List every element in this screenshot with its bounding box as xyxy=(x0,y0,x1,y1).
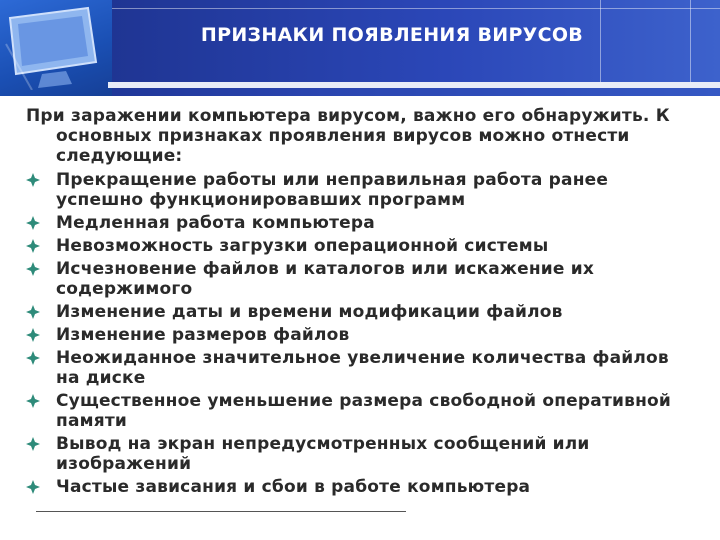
list-item-text: успешно функционировавших программ xyxy=(56,190,466,210)
list-item-text: Существенное уменьшение размера свободной оперативной xyxy=(56,391,672,411)
list-item-text: Изменение размеров файлов xyxy=(56,325,350,345)
list-item xyxy=(26,302,720,322)
checkmark-diamond-icon xyxy=(26,305,40,319)
checkmark-diamond-icon xyxy=(26,216,40,230)
list-item-text: Невозможность загрузки операционной системы xyxy=(56,236,549,256)
list-item-text: Неожиданное значительное увеличение количества файлов xyxy=(56,348,669,368)
list-item-text: Исчезновение файлов и каталогов или искажение их xyxy=(56,259,595,279)
list-item xyxy=(26,348,720,388)
list-item xyxy=(26,213,720,233)
list-item xyxy=(26,325,720,345)
slide-body xyxy=(26,106,720,500)
list-item xyxy=(26,391,720,431)
intro-paragraph xyxy=(26,106,720,166)
checkmark-diamond-icon xyxy=(26,394,40,408)
list-item-text: Частые зависания и сбои в работе компьютера xyxy=(56,477,531,497)
list-item-text: на диске xyxy=(56,368,146,388)
list-item-text: Вывод на экран непредусмотренных сообщений или xyxy=(56,434,590,454)
list-item-text: памяти xyxy=(56,411,127,431)
slide-title: ПРИЗНАКИ ПОЯВЛЕНИЯ ВИРУСОВ xyxy=(200,24,584,46)
checkmark-diamond-icon xyxy=(26,351,40,365)
checkmark-diamond-icon xyxy=(26,328,40,342)
list-item-text: содержимого xyxy=(56,279,193,299)
list-item-text: Прекращение работы или неправильная работа ранее xyxy=(56,170,609,190)
checkmark-diamond-icon xyxy=(26,437,40,451)
checkmark-diamond-icon xyxy=(26,239,40,253)
header-art xyxy=(0,0,112,96)
intro-line: При заражении компьютера вирусом, важно его обнаружить. К xyxy=(26,106,670,126)
list-item-text: Медленная работа компьютера xyxy=(56,213,375,233)
divider xyxy=(112,8,720,9)
symptom-list xyxy=(26,170,720,497)
list-item-text: Изменение даты и времени модификации файлов xyxy=(56,302,563,322)
list-item xyxy=(26,236,720,256)
header-accent-bar xyxy=(108,82,720,88)
checkmark-diamond-icon xyxy=(26,480,40,494)
slide-header xyxy=(0,0,720,96)
intro-line: основных признаках проявления вирусов можно отнести xyxy=(56,126,630,146)
list-item xyxy=(26,259,720,299)
list-item xyxy=(26,477,720,497)
checkmark-diamond-icon xyxy=(26,173,40,187)
list-item-text: изображений xyxy=(56,454,192,474)
checkmark-diamond-icon xyxy=(26,262,40,276)
monitor-icon xyxy=(2,4,106,90)
divider xyxy=(690,0,691,82)
footer-divider xyxy=(36,511,406,512)
intro-line: следующие: xyxy=(56,146,183,166)
list-item xyxy=(26,170,720,210)
list-item xyxy=(26,434,720,474)
